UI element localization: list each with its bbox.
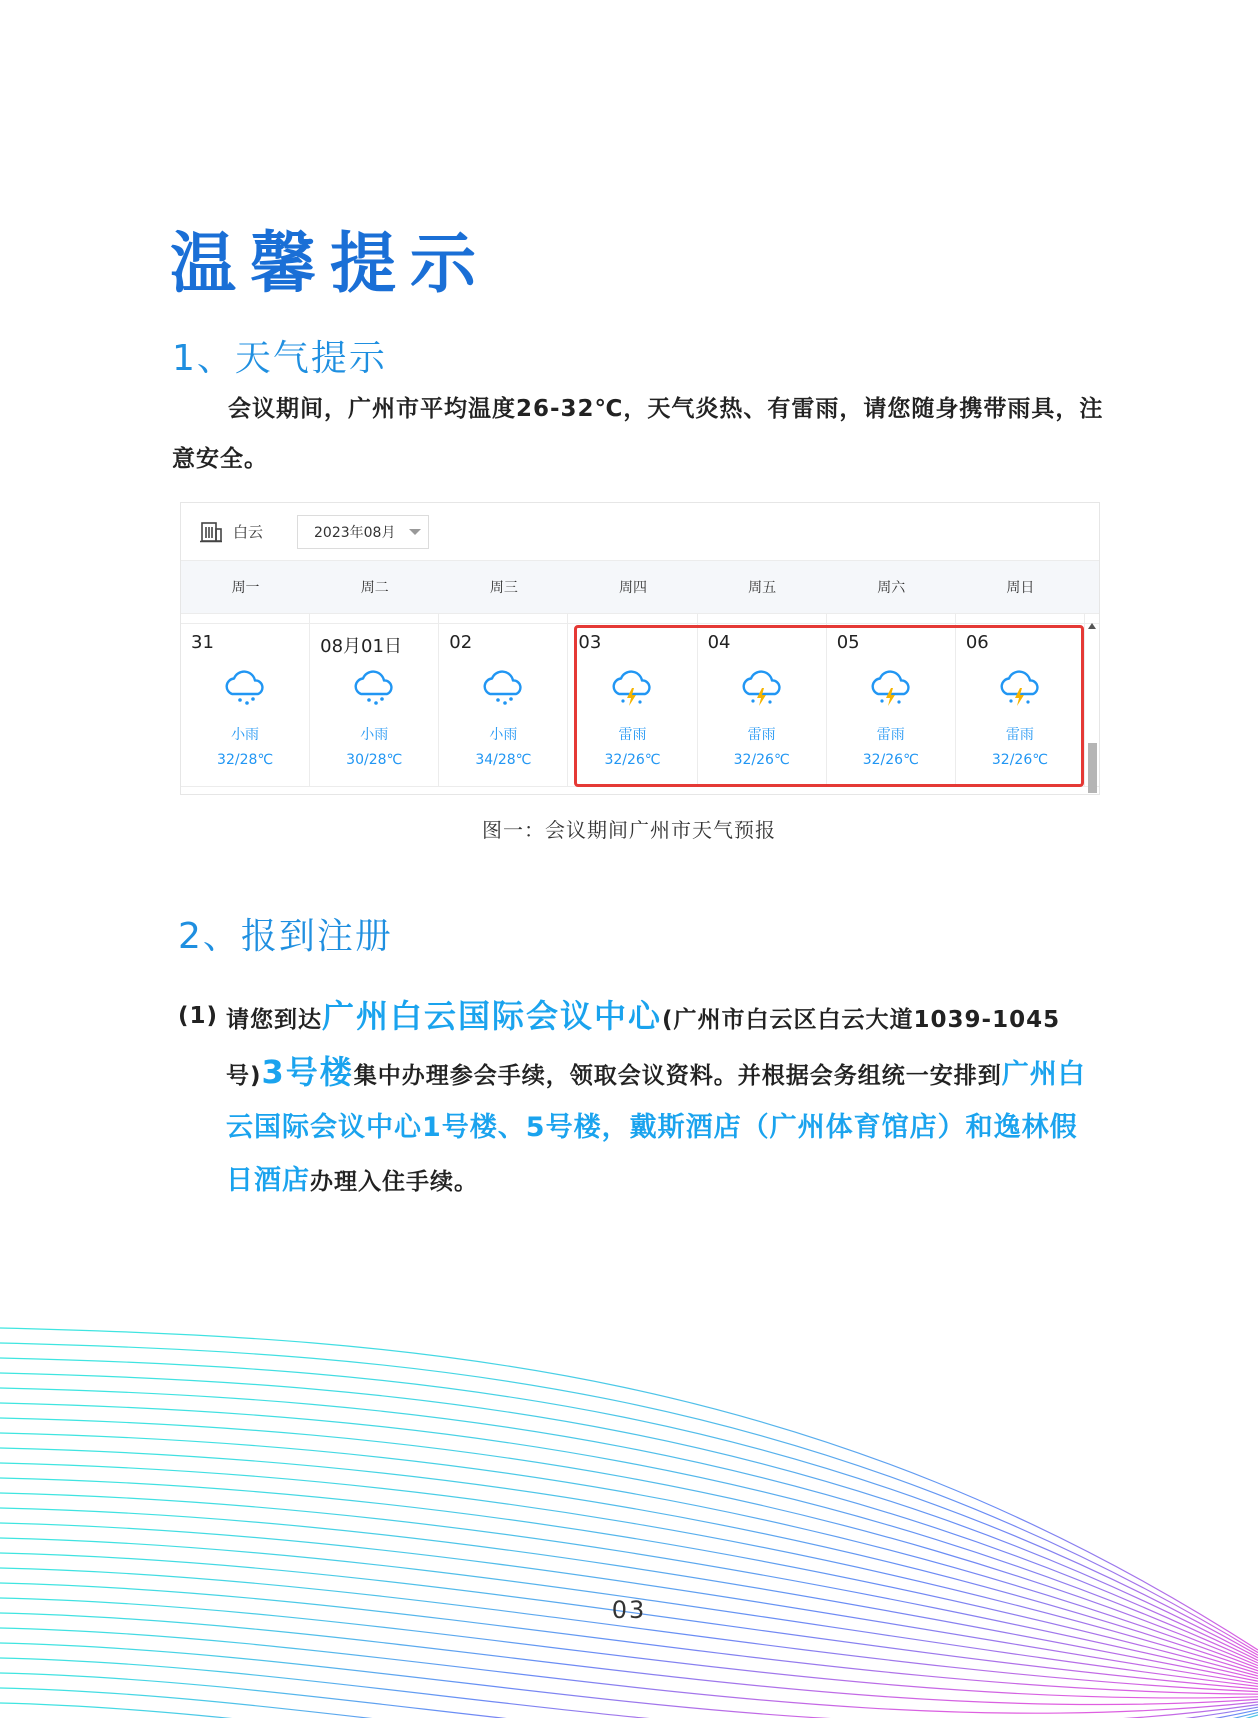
weekday-label: 周五	[748, 580, 777, 596]
wave-line	[0, 1643, 1258, 1718]
scrollbar[interactable]	[1087, 621, 1097, 795]
venue-name: 广州白云国际会议中心	[322, 997, 663, 1035]
weather-toolbar	[181, 503, 1099, 561]
day-condition: 雷雨	[876, 727, 905, 743]
registration-text: 集中办理参会手续，领取会议资料。并根据会务组统一安排到	[353, 1063, 1002, 1089]
weather-paragraph: 会议期间，广州市平均温度26-32℃，天气炎热、有雷雨，请您随身携带雨具，注意安全。	[172, 396, 1104, 472]
building-name: 3号楼	[261, 1053, 354, 1091]
day-cell[interactable]	[310, 624, 439, 786]
light-rain-icon	[351, 668, 397, 708]
month-select[interactable]	[297, 515, 429, 549]
day-date: 02	[449, 632, 473, 653]
day-condition: 小雨	[489, 727, 518, 743]
page-number: 03	[611, 1596, 647, 1624]
day-temperature: 32/28℃	[217, 752, 274, 768]
registration-text: 请您到达	[226, 1007, 322, 1033]
wave-line	[0, 1493, 1258, 1679]
building-icon	[199, 521, 223, 543]
day-cell[interactable]	[439, 624, 568, 786]
chevron-down-icon	[409, 529, 421, 535]
weekday-label: 周二	[360, 580, 389, 596]
month-select-value: 2023年08月	[314, 524, 396, 541]
day-temperature: 34/28℃	[475, 752, 532, 768]
scroll-thumb[interactable]	[1088, 743, 1097, 793]
day-condition: 小雨	[360, 727, 389, 743]
weekday-label: 周三	[489, 580, 518, 596]
day-date: 04	[707, 632, 731, 653]
city-name[interactable]: 白云	[233, 523, 264, 541]
registration-paragraph	[178, 990, 1098, 1208]
weekday-label: 周六	[877, 580, 906, 596]
day-date: 03	[578, 632, 602, 653]
weather-widget	[180, 502, 1100, 795]
day-temperature: 32/26℃	[991, 752, 1048, 768]
day-cell[interactable]	[181, 624, 310, 786]
day-date: 06	[965, 632, 989, 653]
day-temperature: 32/26℃	[733, 752, 790, 768]
weekday-label: 周日	[1006, 580, 1035, 596]
day-condition: 雷雨	[618, 727, 647, 743]
weekday-header	[181, 561, 1099, 614]
scroll-up-arrow-icon[interactable]	[1088, 623, 1096, 629]
hotel-list: 广州白云国际会议中心1号楼、5号楼，戴斯酒店（广州体育馆店）和逸林假日酒店	[226, 1059, 1086, 1196]
wave-line	[0, 1508, 1258, 1681]
wave-line	[0, 1703, 1258, 1718]
day-temperature: 32/26℃	[862, 752, 919, 768]
light-rain-icon	[222, 668, 268, 708]
weekday-label: 周四	[618, 580, 647, 596]
conference-days-highlight	[574, 625, 1084, 787]
light-rain-icon	[480, 668, 526, 708]
day-condition: 雷雨	[1005, 727, 1034, 743]
day-condition: 雷雨	[747, 727, 776, 743]
day-temperature: 30/28℃	[346, 752, 403, 768]
day-temperature: 32/26℃	[604, 752, 661, 768]
day-date: 31	[191, 632, 214, 653]
wave-line	[0, 1688, 1258, 1718]
wave-line	[0, 1658, 1258, 1718]
figure-caption: 图一：会议期间广州市天气预报	[482, 818, 776, 842]
day-condition: 小雨	[231, 727, 260, 743]
day-date: 08月01日	[320, 636, 402, 657]
day-date: 05	[836, 632, 860, 653]
section-heading-weather: 1、天气提示	[172, 338, 387, 379]
decorative-waves	[0, 1320, 1258, 1718]
list-label: (1)	[178, 1003, 219, 1029]
venue-address: (广州市白云区白云大道1039-1045号)	[226, 1007, 1061, 1089]
section-heading-registration: 2、报到注册	[178, 916, 393, 957]
weekday-label: 周一	[231, 580, 260, 596]
calendar-spacer	[181, 614, 1099, 623]
page-title: 温馨提示	[170, 224, 490, 302]
registration-text: 办理入住手续。	[310, 1169, 478, 1195]
wave-line	[0, 1568, 1258, 1692]
wave-line	[0, 1403, 1258, 1663]
